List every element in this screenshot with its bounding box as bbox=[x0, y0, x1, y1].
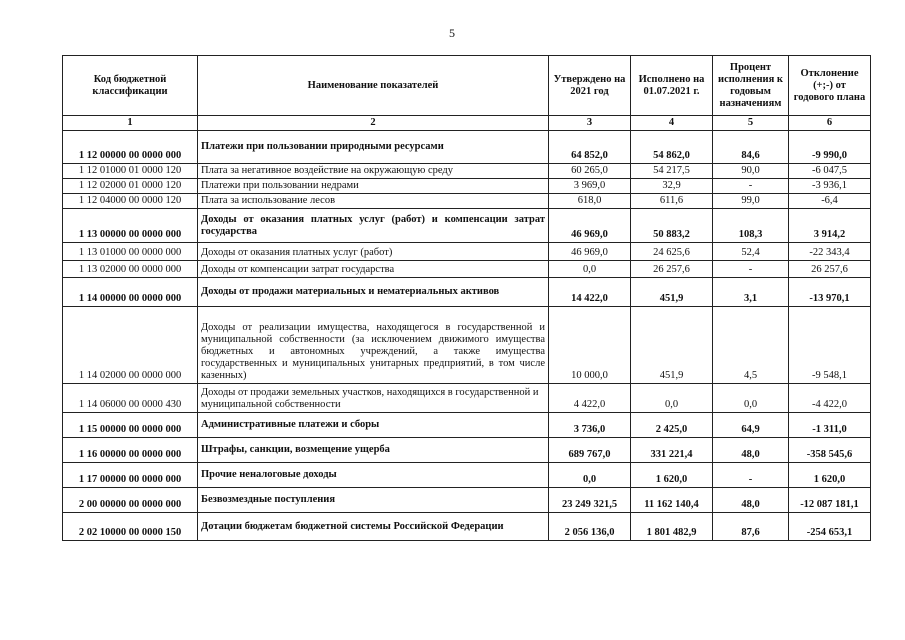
row-executed: 26 257,6 bbox=[631, 261, 713, 278]
row-deviation: -254 653,1 bbox=[789, 513, 871, 541]
row-name: Доходы от реализации имущества, находящегося в государственной и муниципальной собственности (за исключением движимого имущества бюджетных и автономных учреждений, а также имущества государственных и муниципальных унитарных предприятий, в том числе казенных) bbox=[198, 307, 549, 384]
row-percent: 84,6 bbox=[713, 131, 789, 164]
row-percent: 108,3 bbox=[713, 209, 789, 243]
table-row bbox=[63, 307, 871, 384]
table-row bbox=[63, 278, 871, 307]
row-name: Доходы от продажи земельных участков, находящихся в государственной и муниципальной собственности bbox=[198, 384, 549, 413]
row-percent: 3,1 bbox=[713, 278, 789, 307]
row-percent: 0,0 bbox=[713, 384, 789, 413]
row-code: 1 14 06000 00 0000 430 bbox=[63, 384, 198, 413]
column-number: 5 bbox=[713, 116, 789, 131]
row-executed: 50 883,2 bbox=[631, 209, 713, 243]
table-row bbox=[63, 164, 871, 179]
row-approved: 2 056 136,0 bbox=[549, 513, 631, 541]
row-executed: 0,0 bbox=[631, 384, 713, 413]
row-name: Доходы от компенсации затрат государства bbox=[198, 261, 549, 278]
row-approved: 618,0 bbox=[549, 194, 631, 209]
row-code: 1 14 02000 00 0000 000 bbox=[63, 307, 198, 384]
row-approved: 46 969,0 bbox=[549, 209, 631, 243]
row-deviation: -4 422,0 bbox=[789, 384, 871, 413]
row-approved: 689 767,0 bbox=[549, 438, 631, 463]
row-percent: 64,9 bbox=[713, 413, 789, 438]
column-number-row bbox=[63, 116, 871, 131]
table-row bbox=[63, 438, 871, 463]
row-executed: 611,6 bbox=[631, 194, 713, 209]
row-percent: - bbox=[713, 463, 789, 488]
row-percent: 4,5 bbox=[713, 307, 789, 384]
row-executed: 54 862,0 bbox=[631, 131, 713, 164]
row-deviation: 26 257,6 bbox=[789, 261, 871, 278]
page-number: 5 bbox=[449, 26, 455, 40]
header-name: Наименование показателей bbox=[198, 56, 549, 116]
table-row bbox=[63, 413, 871, 438]
row-name: Плата за использование лесов bbox=[198, 194, 549, 209]
row-executed: 2 425,0 bbox=[631, 413, 713, 438]
budget-execution-table bbox=[62, 55, 871, 541]
table-row bbox=[63, 131, 871, 164]
row-code: 2 00 00000 00 0000 000 bbox=[63, 488, 198, 513]
row-approved: 0,0 bbox=[549, 261, 631, 278]
table-row bbox=[63, 179, 871, 194]
row-executed: 1 801 482,9 bbox=[631, 513, 713, 541]
header-executed: Исполнено на 01.07.2021 г. bbox=[631, 56, 713, 116]
column-number: 4 bbox=[631, 116, 713, 131]
row-percent: 87,6 bbox=[713, 513, 789, 541]
header-percent: Процент исполнения к годовым назначениям bbox=[713, 56, 789, 116]
row-name: Доходы от оказания платных услуг (работ) и компенсации затрат государства bbox=[198, 209, 549, 243]
row-code: 1 13 00000 00 0000 000 bbox=[63, 209, 198, 243]
row-executed: 331 221,4 bbox=[631, 438, 713, 463]
row-executed: 1 620,0 bbox=[631, 463, 713, 488]
table-row bbox=[63, 261, 871, 278]
row-percent: - bbox=[713, 179, 789, 194]
row-code: 1 12 02000 01 0000 120 bbox=[63, 179, 198, 194]
header-deviation: Отклонение (+;-) от годового плана bbox=[789, 56, 871, 116]
column-number: 1 bbox=[63, 116, 198, 131]
row-deviation: -13 970,1 bbox=[789, 278, 871, 307]
row-deviation: -6 047,5 bbox=[789, 164, 871, 179]
table-row bbox=[63, 209, 871, 243]
row-code: 1 12 01000 01 0000 120 bbox=[63, 164, 198, 179]
row-code: 1 15 00000 00 0000 000 bbox=[63, 413, 198, 438]
table-row bbox=[63, 194, 871, 209]
row-executed: 451,9 bbox=[631, 307, 713, 384]
row-approved: 64 852,0 bbox=[549, 131, 631, 164]
row-percent: - bbox=[713, 261, 789, 278]
column-number: 2 bbox=[198, 116, 549, 131]
column-number: 6 bbox=[789, 116, 871, 131]
row-approved: 4 422,0 bbox=[549, 384, 631, 413]
row-name: Доходы от оказания платных услуг (работ) bbox=[198, 243, 549, 261]
row-name: Платежи при пользовании природными ресурсами bbox=[198, 131, 549, 164]
row-executed: 24 625,6 bbox=[631, 243, 713, 261]
table-row bbox=[63, 463, 871, 488]
row-name: Прочие неналоговые доходы bbox=[198, 463, 549, 488]
row-approved: 14 422,0 bbox=[549, 278, 631, 307]
row-approved: 23 249 321,5 bbox=[549, 488, 631, 513]
row-approved: 0,0 bbox=[549, 463, 631, 488]
header-row bbox=[63, 56, 871, 116]
table-row bbox=[63, 243, 871, 261]
row-percent: 48,0 bbox=[713, 438, 789, 463]
row-deviation: -12 087 181,1 bbox=[789, 488, 871, 513]
row-code: 1 13 02000 00 0000 000 bbox=[63, 261, 198, 278]
row-executed: 451,9 bbox=[631, 278, 713, 307]
row-deviation: -22 343,4 bbox=[789, 243, 871, 261]
row-deviation: -6,4 bbox=[789, 194, 871, 209]
row-code: 1 13 01000 00 0000 000 bbox=[63, 243, 198, 261]
row-code: 1 12 04000 00 0000 120 bbox=[63, 194, 198, 209]
table-row bbox=[63, 513, 871, 541]
row-deviation: 3 914,2 bbox=[789, 209, 871, 243]
row-deviation: -9 548,1 bbox=[789, 307, 871, 384]
table-row bbox=[63, 488, 871, 513]
row-approved: 10 000,0 bbox=[549, 307, 631, 384]
row-name: Платежи при пользовании недрами bbox=[198, 179, 549, 194]
row-approved: 3 969,0 bbox=[549, 179, 631, 194]
row-approved: 3 736,0 bbox=[549, 413, 631, 438]
row-name: Доходы от продажи материальных и нематериальных активов bbox=[198, 278, 549, 307]
row-executed: 54 217,5 bbox=[631, 164, 713, 179]
row-percent: 99,0 bbox=[713, 194, 789, 209]
column-number: 3 bbox=[549, 116, 631, 131]
row-code: 1 17 00000 00 0000 000 bbox=[63, 463, 198, 488]
row-code: 1 16 00000 00 0000 000 bbox=[63, 438, 198, 463]
row-name: Штрафы, санкции, возмещение ущерба bbox=[198, 438, 549, 463]
row-deviation: -3 936,1 bbox=[789, 179, 871, 194]
row-percent: 52,4 bbox=[713, 243, 789, 261]
header-code: Код бюджетной классификации bbox=[63, 56, 198, 116]
row-name: Безвозмездные поступления bbox=[198, 488, 549, 513]
row-approved: 60 265,0 bbox=[549, 164, 631, 179]
row-executed: 32,9 bbox=[631, 179, 713, 194]
row-deviation: -9 990,0 bbox=[789, 131, 871, 164]
row-deviation: -1 311,0 bbox=[789, 413, 871, 438]
table-row bbox=[63, 384, 871, 413]
row-code: 1 12 00000 00 0000 000 bbox=[63, 131, 198, 164]
row-name: Плата за негативное воздействие на окружающую среду bbox=[198, 164, 549, 179]
row-name: Административные платежи и сборы bbox=[198, 413, 549, 438]
row-percent: 48,0 bbox=[713, 488, 789, 513]
row-deviation: 1 620,0 bbox=[789, 463, 871, 488]
row-percent: 90,0 bbox=[713, 164, 789, 179]
row-approved: 46 969,0 bbox=[549, 243, 631, 261]
header-approved: Утверждено на 2021 год bbox=[549, 56, 631, 116]
row-code: 1 14 00000 00 0000 000 bbox=[63, 278, 198, 307]
row-name: Дотации бюджетам бюджетной системы Российской Федерации bbox=[198, 513, 549, 541]
row-executed: 11 162 140,4 bbox=[631, 488, 713, 513]
row-deviation: -358 545,6 bbox=[789, 438, 871, 463]
row-code: 2 02 10000 00 0000 150 bbox=[63, 513, 198, 541]
